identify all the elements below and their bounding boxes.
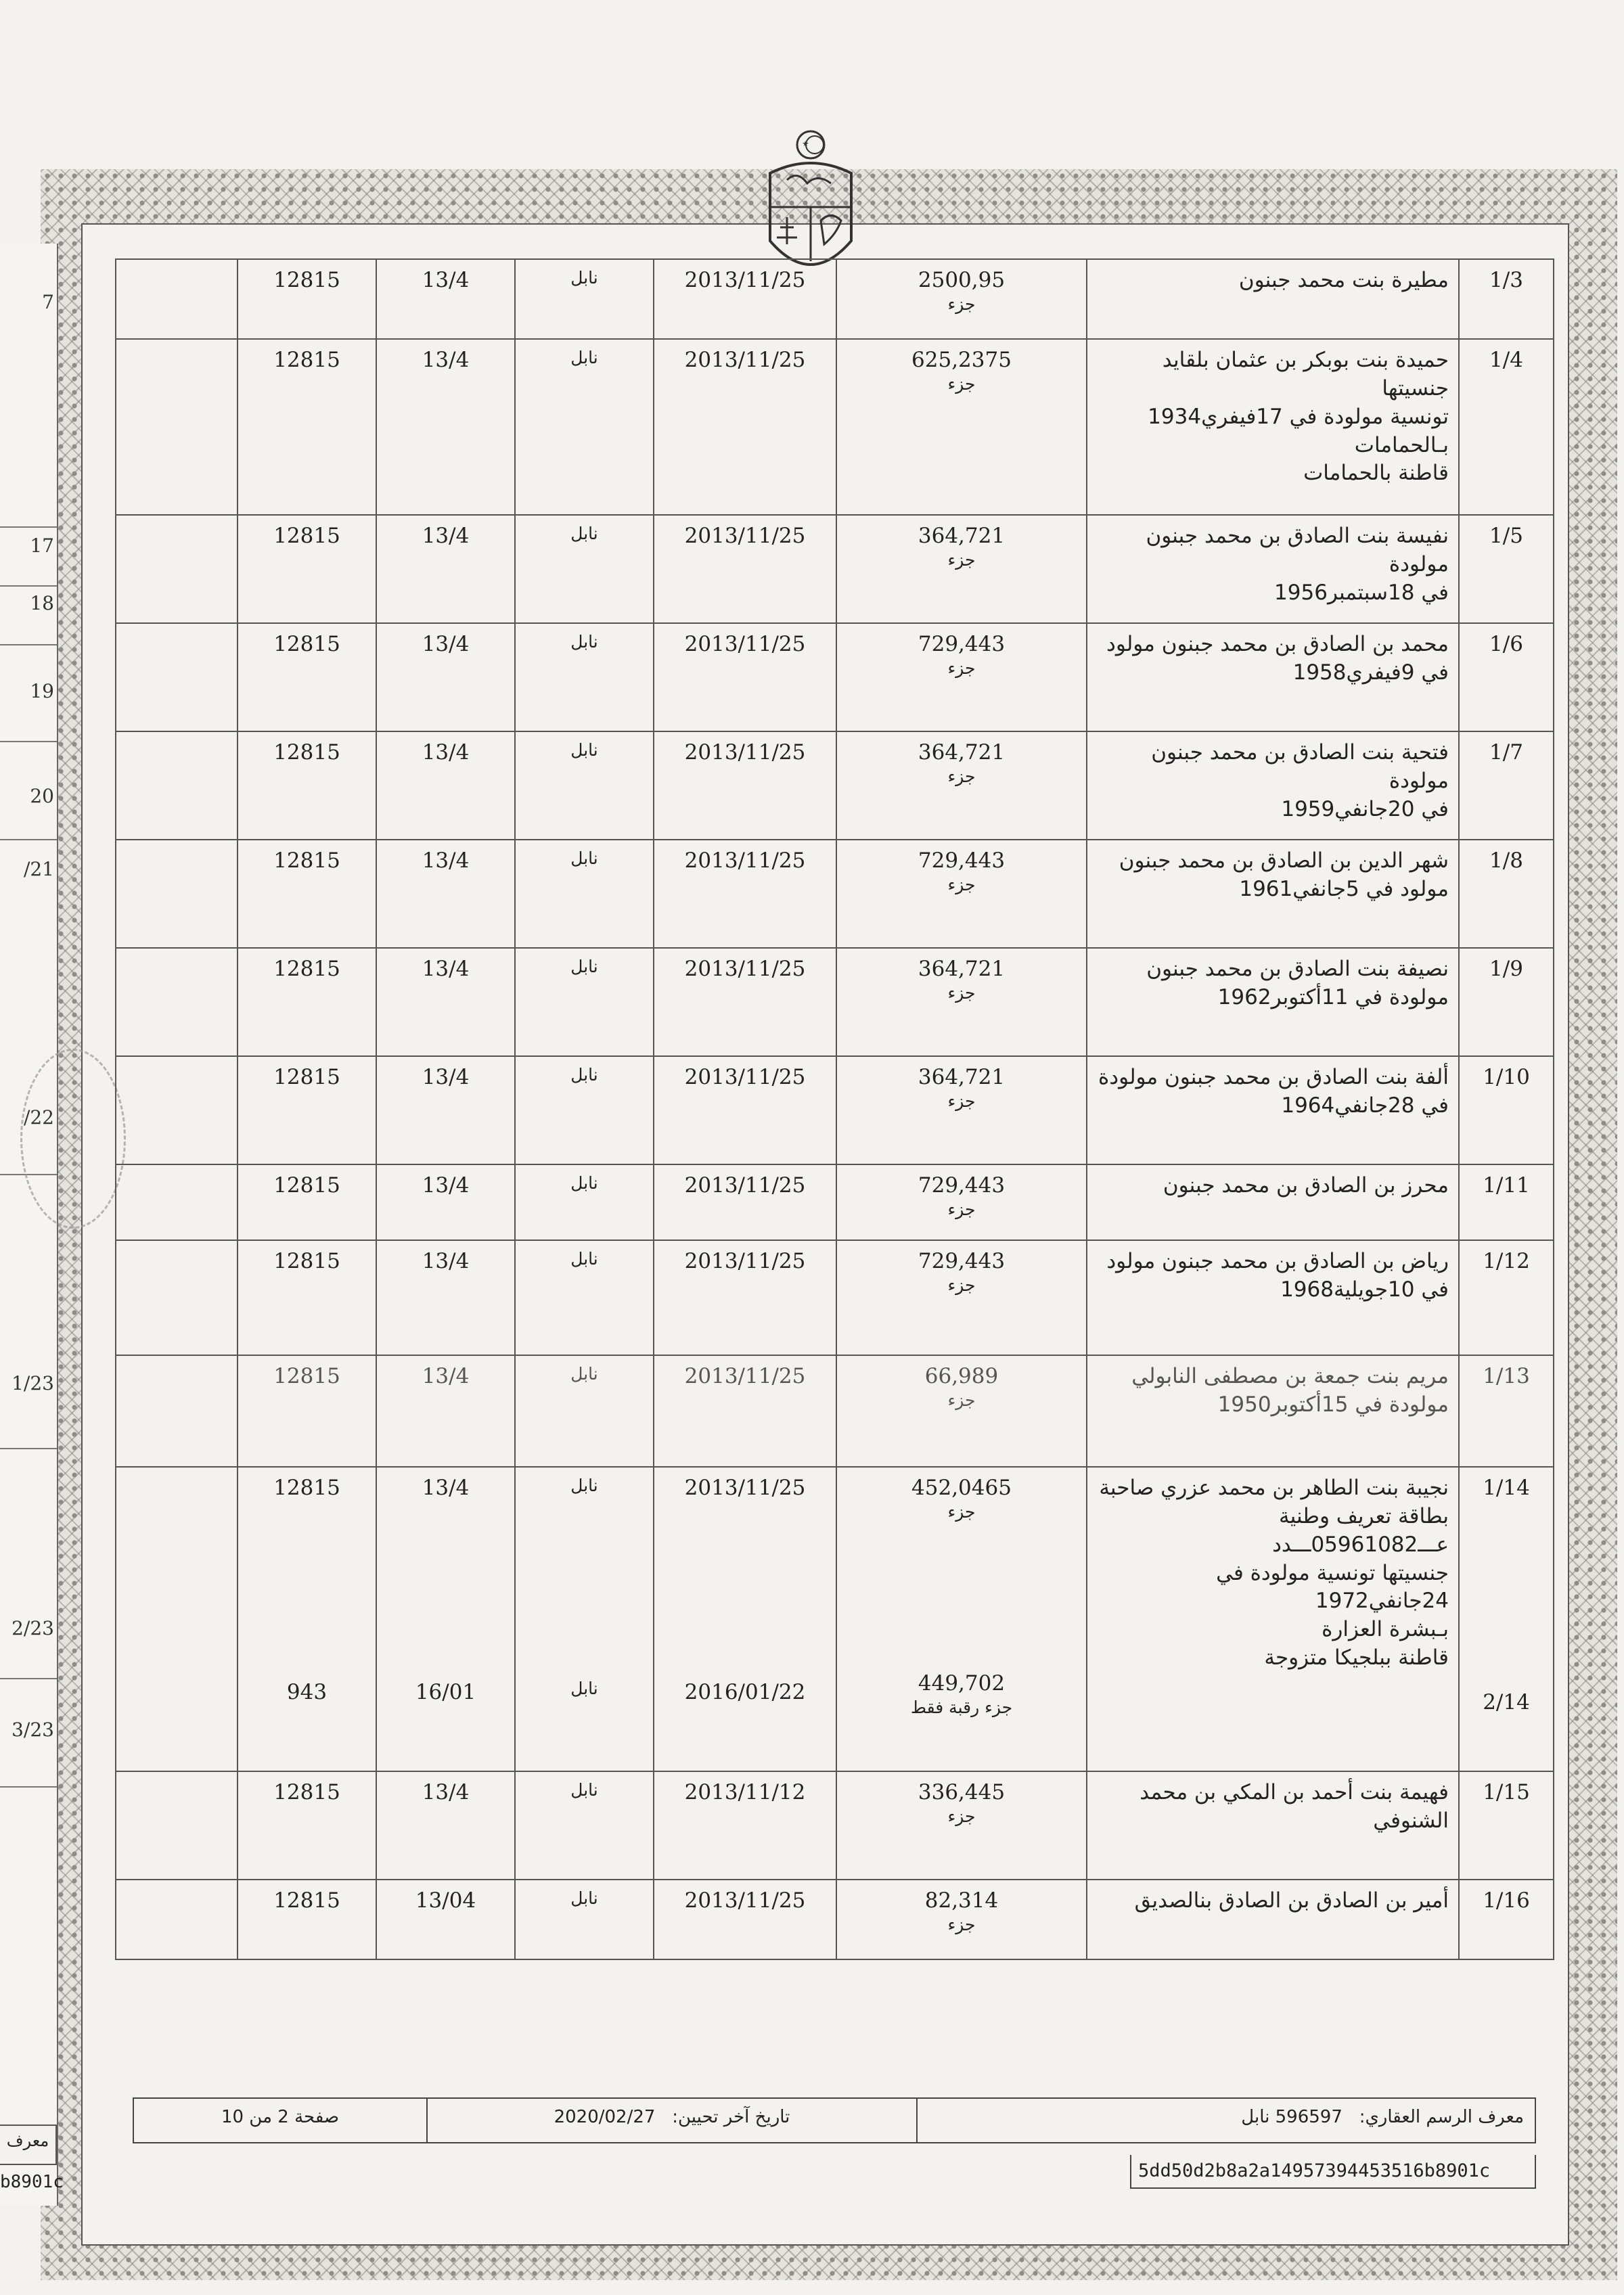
share-cell (836, 840, 1087, 948)
deposit-number: 12815 (238, 1056, 376, 1164)
row-number: 1/4 (1459, 339, 1554, 515)
share-unit: جزء (947, 1275, 976, 1295)
blank-cell (116, 1240, 238, 1355)
table-row (116, 840, 1554, 948)
row-number: 1/7 (1459, 731, 1554, 840)
deposit-number-primary: 12815 (273, 1476, 340, 1500)
prev-page-footer: معرف (0, 2124, 57, 2165)
registration-date: 2013/11/25 (654, 339, 836, 515)
owner-name-line: قاطنة بالحمامات (1303, 461, 1449, 486)
share-unit: جزء (947, 1501, 976, 1522)
volume-number-primary: 13/4 (422, 1476, 470, 1500)
owner-name-line: بطاقة تعريف وطنية عـــ05961082ـــدد (1272, 1503, 1449, 1557)
document-footer (133, 2097, 1536, 2143)
registry-office (515, 1467, 654, 1771)
deposit-number: 12815 (238, 1880, 376, 1959)
share-value: 625,2375 (911, 348, 1012, 372)
owner-name-line: نصيفة بنت الصادق بن محمد جبنون (1146, 957, 1449, 981)
blank-cell (116, 1467, 238, 1771)
share-cell (836, 339, 1087, 515)
registry-office: نابل (515, 840, 654, 948)
deposit-number: 12815 (238, 515, 376, 623)
owner-name (1087, 1056, 1459, 1164)
share-unit: جزء (947, 549, 976, 570)
registry-office: نابل (515, 1355, 654, 1467)
share-value: 364,721 (918, 1065, 1006, 1089)
deposit-number-secondary: 943 (286, 1679, 328, 1704)
owner-name-line: نجيبة بنت الطاهر بن محمد عزري صاحبة (1099, 1476, 1449, 1500)
registration-date: 2013/11/25 (654, 623, 836, 731)
owner-name (1087, 1240, 1459, 1355)
prev-page-number: 17 (30, 535, 54, 557)
registry-office: نابل (515, 1880, 654, 1959)
owner-name-line: بـبشرة العزارة (1322, 1617, 1449, 1642)
blank-cell (116, 1056, 238, 1164)
registration-date-primary: 2013/11/25 (684, 1476, 806, 1500)
owner-name-line: محرز بن الصادق بن محمد جبنون (1163, 1173, 1449, 1198)
owner-name (1087, 1355, 1459, 1467)
registration-date (654, 1467, 836, 1771)
document-hash: 5dd50d2b8a2a14957394453516b8901c (1130, 2155, 1536, 2189)
share-unit: جزء (947, 1390, 976, 1410)
prev-page-divider (0, 644, 57, 645)
owner-name-line: مولود في 5جانفي1961 (1239, 876, 1449, 901)
last-update-label: تاريخ آخر تحيين: (672, 2107, 790, 2127)
owner-name-line: حميدة بنت بوبكر بن عثمان بلقايد جنسيتها (1162, 348, 1449, 401)
owner-name (1087, 731, 1459, 840)
last-update (426, 2099, 918, 2142)
row-number-secondary: 2/14 (1483, 1689, 1530, 1714)
table-row (116, 948, 1554, 1056)
prev-page-divider (0, 839, 57, 840)
share-value: 336,445 (918, 1780, 1006, 1804)
volume-number-secondary: 16/01 (415, 1679, 476, 1704)
blank-cell (116, 1164, 238, 1240)
owner-name-line: في 28جانفي1964 (1281, 1093, 1449, 1118)
share-unit: جزء (947, 874, 976, 894)
table-row (116, 339, 1554, 515)
volume-number: 13/4 (376, 515, 515, 623)
owner-name-line: مريم بنت جمعة بن مصطفى النابولي (1131, 1364, 1449, 1388)
share-value: 449,702 (918, 1671, 1006, 1696)
owner-name-line: محمد بن الصادق بن محمد جبنون مولود (1106, 632, 1449, 656)
registration-date: 2013/11/25 (654, 1880, 836, 1959)
prev-page-number: /22 (23, 1106, 54, 1129)
prev-page-divider (0, 1448, 57, 1449)
share-unit: جزء (947, 982, 976, 1003)
share-unit: جزء (947, 766, 976, 786)
blank-cell (116, 623, 238, 731)
prev-page-divider (0, 526, 57, 528)
prev-page-number: 19 (30, 680, 54, 702)
previous-page-strip (0, 244, 58, 2206)
registry-office: نابل (515, 259, 654, 339)
owner-name (1087, 948, 1459, 1056)
share-unit: جزء (947, 1199, 976, 1219)
prev-page-number: 3/23 (12, 1719, 54, 1741)
share-value: 729,443 (918, 848, 1006, 873)
prev-page-number: 20 (30, 785, 54, 807)
blank-cell (116, 339, 238, 515)
owner-name-line: تونسية مولودة في 17فيفري1934 (1148, 404, 1449, 429)
official-stamp-seal (20, 1049, 126, 1229)
deposit-number: 12815 (238, 339, 376, 515)
table-row (116, 731, 1554, 840)
blank-cell (116, 948, 238, 1056)
share-cell (836, 259, 1087, 339)
blank-cell (116, 1771, 238, 1880)
owner-name-line: قاطنة ببلجيكا متزوجة (1264, 1645, 1449, 1671)
registry-office: نابل (515, 339, 654, 515)
volume-number: 13/04 (376, 1880, 515, 1959)
registry-office-primary: نابل (570, 1476, 598, 1495)
volume-number (376, 1467, 515, 1771)
registry-office-secondary: نابل (570, 1678, 598, 1698)
deposit-number: 12815 (238, 948, 376, 1056)
volume-number: 13/4 (376, 623, 515, 731)
volume-number: 13/4 (376, 1355, 515, 1467)
owner-name-line: مولودة في 11أكتوبر1962 (1217, 984, 1449, 1009)
deposit-number: 12815 (238, 259, 376, 339)
table-row (116, 259, 1554, 339)
table-row (116, 1467, 1554, 1771)
registry-office: نابل (515, 1771, 654, 1880)
registry-office: نابل (515, 623, 654, 731)
owner-name-line: في 10جويلية1968 (1280, 1277, 1449, 1302)
share-value: 82,314 (924, 1888, 999, 1913)
row-number: 1/6 (1459, 623, 1554, 731)
row-number: 1/13 (1459, 1355, 1554, 1467)
share-cell (836, 1467, 1087, 1771)
ownership-table (115, 258, 1533, 1960)
blank-cell (116, 1880, 238, 1959)
registry-office: نابل (515, 515, 654, 623)
row-number: 1/16 (1459, 1880, 1554, 1959)
prev-page-number: /21 (23, 858, 54, 880)
prev-page-divider (0, 741, 57, 742)
prev-page-hash: b8901c (0, 2172, 64, 2192)
share-value: 729,443 (918, 632, 1006, 656)
deposit-number: 12815 (238, 731, 376, 840)
prev-page-number: 1/23 (12, 1372, 54, 1394)
owner-name-line: بـالحمامات (1354, 432, 1449, 457)
owner-name-line: فتحية بنت الصادق بن محمد جبنون مولودة (1151, 740, 1449, 793)
volume-number: 13/4 (376, 1164, 515, 1240)
share-unit: جزء (947, 1091, 976, 1111)
registration-date: 2013/11/25 (654, 1240, 836, 1355)
row-number: 1/9 (1459, 948, 1554, 1056)
row-number-primary: 1/14 (1483, 1476, 1530, 1500)
share-unit: جزء رقبة فقط (910, 1698, 1013, 1718)
deposit-number: 12815 (238, 840, 376, 948)
table-row (116, 1880, 1554, 1959)
prev-page-number: 7 (42, 291, 54, 313)
row-number (1459, 1467, 1554, 1771)
prev-page-divider (0, 585, 57, 587)
registration-date: 2013/11/25 (654, 1355, 836, 1467)
blank-cell (116, 1355, 238, 1467)
table-row (116, 623, 1554, 731)
share-unit: جزء (947, 373, 976, 394)
owner-name (1087, 1467, 1459, 1771)
owner-name (1087, 339, 1459, 515)
volume-number: 13/4 (376, 731, 515, 840)
share-value: 364,721 (918, 957, 1006, 981)
owner-name-line: رياض بن الصادق بن محمد جبنون مولود (1106, 1249, 1449, 1273)
share-unit: جزء (947, 294, 976, 314)
share-cell (836, 1355, 1087, 1467)
owner-name-line: شهر الدين بن الصادق بن محمد جبنون (1119, 848, 1449, 873)
prev-page-divider (0, 1786, 57, 1788)
share-value: 66,989 (924, 1364, 999, 1388)
owner-name-line: في 20جانفي1959 (1281, 796, 1449, 821)
last-update-value: 2020/02/27 (554, 2107, 656, 2127)
table-row (116, 1240, 1554, 1355)
deposit-number (238, 1467, 376, 1771)
owner-name-line: فهيمة بنت أحمد بن المكي بن محمد الشنوفي (1140, 1780, 1449, 1833)
volume-number: 13/4 (376, 948, 515, 1056)
registry-office: نابل (515, 731, 654, 840)
share-value: 364,721 (918, 524, 1006, 548)
blank-cell (116, 259, 238, 339)
share-cell (836, 1164, 1087, 1240)
row-number: 1/8 (1459, 840, 1554, 948)
share-unit: جزء (947, 1806, 976, 1826)
land-title-id (918, 2099, 1535, 2142)
owner-name-line: نفيسة بنت الصادق بن محمد جبنون مولودة (1146, 524, 1449, 576)
row-number: 1/3 (1459, 259, 1554, 339)
registration-date: 2013/11/25 (654, 259, 836, 339)
registration-date-secondary: 2016/01/22 (684, 1679, 806, 1704)
row-number: 1/12 (1459, 1240, 1554, 1355)
registration-date: 2013/11/25 (654, 1164, 836, 1240)
volume-number: 13/4 (376, 1056, 515, 1164)
prev-page-number: 18 (30, 592, 54, 614)
land-title-id-value: 596597 نابل (1241, 2107, 1343, 2127)
registration-date: 2013/11/25 (654, 515, 836, 623)
owner-name-line: أمير بن الصادق بن الصادق بنالصديق (1134, 1888, 1449, 1913)
owner-name-line: في 9فيفري1958 (1292, 660, 1449, 685)
row-number: 1/10 (1459, 1056, 1554, 1164)
share-cell (836, 623, 1087, 731)
table-row (116, 1056, 1554, 1164)
page-number: صفحة 2 من 10 (221, 2107, 340, 2127)
deposit-number: 12815 (238, 1355, 376, 1467)
land-title-id-label: معرف الرسم العقاري: (1359, 2107, 1524, 2127)
owner-name (1087, 623, 1459, 731)
owner-name-line: مولودة في 15أكتوبر1950 (1217, 1392, 1449, 1417)
table-row (116, 515, 1554, 623)
row-number: 1/5 (1459, 515, 1554, 623)
blank-cell (116, 515, 238, 623)
registry-office: نابل (515, 1164, 654, 1240)
deposit-number: 12815 (238, 623, 376, 731)
owner-name-line: مطيرة بنت محمد جبنون (1238, 268, 1449, 292)
table-row (116, 1355, 1554, 1467)
prev-page-number: 2/23 (12, 1617, 54, 1639)
volume-number: 13/4 (376, 1771, 515, 1880)
table-row (116, 1771, 1554, 1880)
registration-date: 2013/11/25 (654, 1056, 836, 1164)
share-cell (836, 1771, 1087, 1880)
owner-name-line: جنسيتها تونسية مولودة في 24جانفي1972 (1216, 1560, 1449, 1614)
owner-name (1087, 259, 1459, 339)
share-value: 729,443 (918, 1249, 1006, 1273)
owner-name (1087, 1880, 1459, 1959)
share-cell (836, 948, 1087, 1056)
share-unit: جزء (947, 1914, 976, 1934)
registration-date: 2013/11/25 (654, 731, 836, 840)
share-value: 2500,95 (918, 268, 1006, 292)
registration-date: 2013/11/12 (654, 1771, 836, 1880)
table-row (116, 1164, 1554, 1240)
share-cell (836, 1240, 1087, 1355)
owner-name-line: ألفة بنت الصادق بن محمد جبنون مولودة (1098, 1065, 1449, 1089)
registry-office: نابل (515, 948, 654, 1056)
row-number: 1/15 (1459, 1771, 1554, 1880)
owner-name (1087, 1164, 1459, 1240)
share-unit: جزء (947, 658, 976, 678)
share-cell (836, 1880, 1087, 1959)
share-cell (836, 1056, 1087, 1164)
share-cell (836, 731, 1087, 840)
registry-office: نابل (515, 1240, 654, 1355)
registry-office: نابل (515, 1056, 654, 1164)
volume-number: 13/4 (376, 259, 515, 339)
row-number: 1/11 (1459, 1164, 1554, 1240)
deposit-number: 12815 (238, 1164, 376, 1240)
registration-date: 2013/11/25 (654, 840, 836, 948)
registration-date: 2013/11/25 (654, 948, 836, 1056)
volume-number: 13/4 (376, 840, 515, 948)
share-value: 452,0465 (911, 1476, 1012, 1500)
prev-page-divider (0, 1678, 57, 1679)
blank-cell (116, 731, 238, 840)
owner-name (1087, 515, 1459, 623)
owner-name-line: في 18سبتمبر1956 (1274, 580, 1449, 605)
deposit-number: 12815 (238, 1771, 376, 1880)
volume-number: 13/4 (376, 339, 515, 515)
share-cell (836, 515, 1087, 623)
share-value: 364,721 (918, 740, 1006, 765)
share-value: 729,443 (918, 1173, 1006, 1198)
blank-cell (116, 840, 238, 948)
owner-name (1087, 1771, 1459, 1880)
volume-number: 13/4 (376, 1240, 515, 1355)
owner-name (1087, 840, 1459, 948)
deposit-number: 12815 (238, 1240, 376, 1355)
